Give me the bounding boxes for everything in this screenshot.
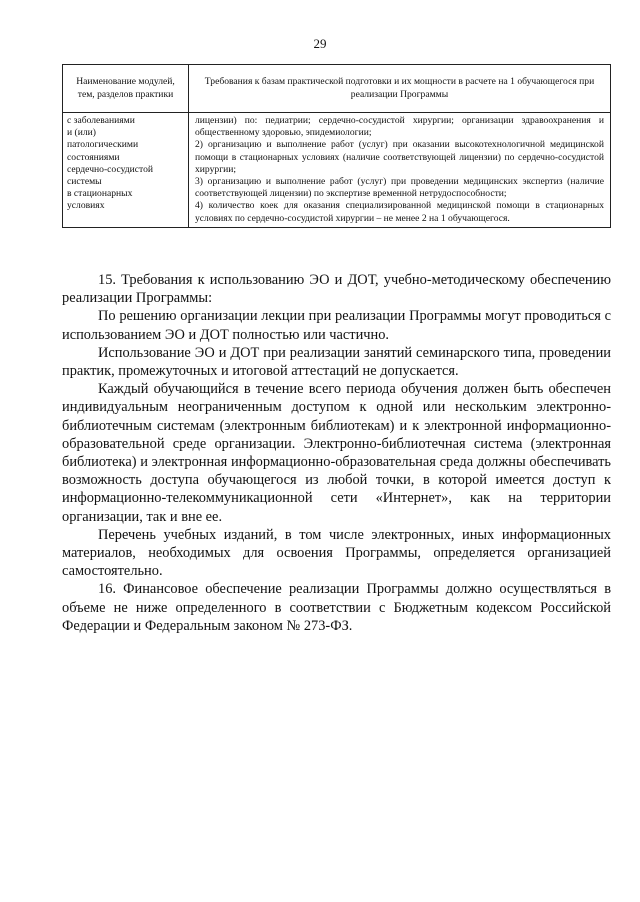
module-line: в стационарных — [67, 188, 133, 200]
module-line: патологическими — [67, 139, 139, 151]
requirement-item: 2) организацию и выполнение работ (услуг) при оказании высокотехнологичной медицинской помощи в стационарных условиях (наличие соответствующей лицензии) по сердечно-сосудистой хирургии; — [195, 139, 604, 175]
module-cell — [63, 113, 189, 228]
table-header-row — [63, 65, 611, 113]
module-line: и (или) — [67, 127, 96, 139]
paragraph-section-15: 15. Требования к использованию ЭО и ДОТ, учебно-методическому обеспечению реализации Программы: — [62, 272, 611, 307]
paragraph: Использование ЭО и ДОТ при реализации занятий семинарского типа, проведении практик, промежуточных и итоговой аттестаций не допускается. — [62, 344, 611, 380]
requirements-table — [62, 64, 611, 228]
page-number: 29 — [313, 36, 327, 51]
table-header-requirements: Требования к базам практической подготовки и их мощности в расчете на 1 обучающегося при реализации Программы — [189, 65, 611, 113]
paragraph: По решению организации лекции при реализации Программы могут проводиться с использованием ЭО и ДОТ полностью или частично. — [62, 308, 611, 343]
table-header-modules: Наименование модулей, тем, разделов практики — [63, 65, 189, 113]
module-line: с заболеваниями — [67, 115, 135, 126]
requirements-cell — [189, 113, 611, 228]
paragraph: Перечень учебных изданий, в том числе электронных, иных информационных материалов, необходимых для освоения Программы, определяется организацией самостоятельно. — [62, 526, 611, 580]
table-row — [63, 113, 611, 228]
requirement-item: 3) организацию и выполнение работ (услуг) при проведении медицинских экспертиз (наличие соответствующей лицензии) по экспертизе временной нетрудоспособности; — [195, 176, 604, 200]
module-line: системы — [67, 176, 102, 188]
module-line: условиях — [67, 200, 105, 212]
module-line: состояниями — [67, 151, 120, 163]
paragraph-section-16: 16. Финансовое обеспечение реализации Программы должно осуществляться в объеме не ниже определенного в соответствии с Бюджетным кодексом Российской Федерации и Федеральным законом № 273-ФЗ. — [62, 581, 611, 634]
requirement-item: лицензии) по: педиатрии; сердечно-сосудистой хирургии; организации здравоохранения и общественному здоровью, эпидемиологии; — [195, 115, 604, 139]
paragraph: Каждый обучающийся в течение всего периода обучения должен быть обеспечен индивидуальным неограниченным доступом к одной или нескольким электронно-библиотечным системам (электронным библиотекам) и к электронной информационно-образовательной среде организации. Электронно-библиотечная система (электронная библиотека) и электронная информационно-образовательная среда должны обеспечивать возможность доступа обучающегося из любой точки, в которой имеется доступ к информационно-телекоммуникационной сети «Интернет», как на территории организации, так и вне ее. — [62, 381, 611, 525]
body-text — [62, 271, 611, 635]
module-line: сердечно-сосудистой — [67, 163, 154, 175]
requirement-item: 4) количество коек для оказания специализированной медицинской помощи в стационарных условиях по сердечно-сосудистой хирургии – не менее 2 на 1 обучающегося. — [195, 200, 604, 224]
